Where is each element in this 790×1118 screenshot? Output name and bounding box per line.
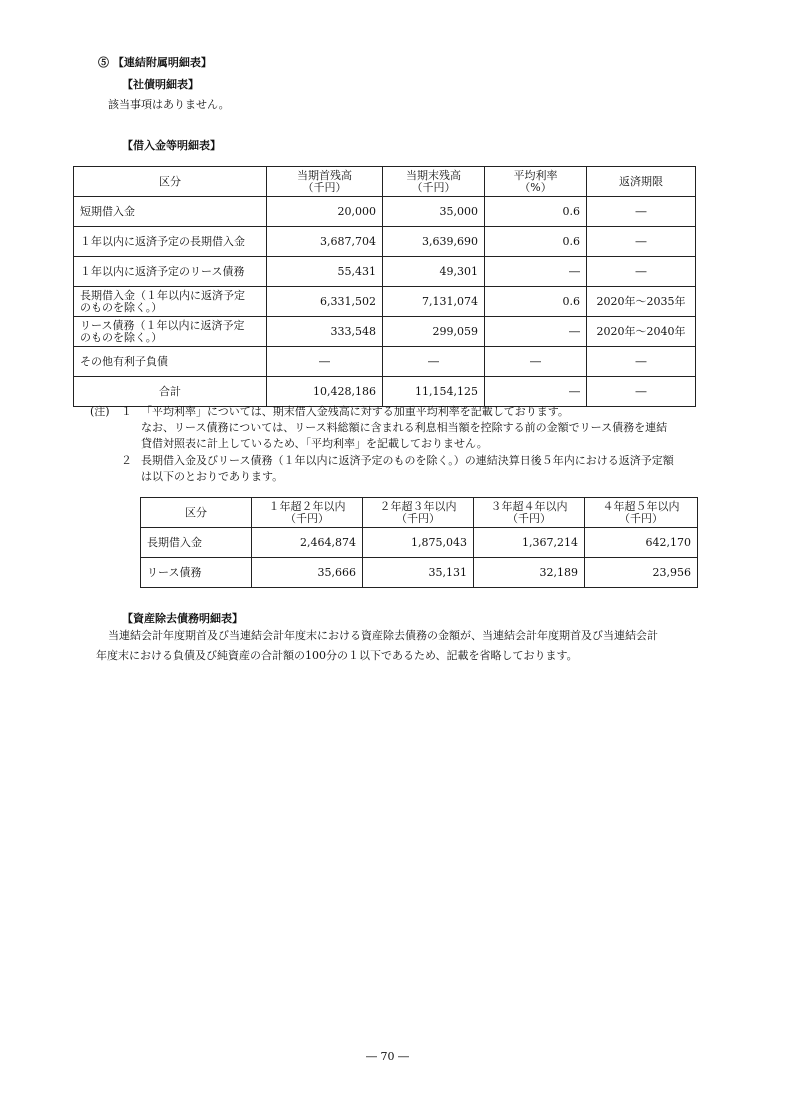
header-end: 当期末残高 （千円）	[383, 167, 485, 197]
header-2-3y: ２年超３年以内 （千円）	[363, 498, 474, 528]
aro-line-1: 当連結会計年度期首及び当連結会計年度末における資産除去債務の金額が、当連結会計年度期首及び当連結会計	[108, 629, 658, 642]
row-end: 11,154,125	[383, 377, 485, 407]
row-due: ―	[587, 197, 696, 227]
row-label: １年以内に返済予定の長期借入金	[74, 227, 267, 257]
row-begin: 10,428,186	[267, 377, 383, 407]
table-row	[141, 558, 698, 588]
row-begin: 3,687,704	[267, 227, 383, 257]
loans-title: 【借入金等明細表】	[122, 139, 221, 152]
section-heading: ⑤ 【連結附属明細表】	[98, 56, 212, 69]
row-label: 長期借入金	[141, 528, 252, 558]
row-v4: 23,956	[585, 558, 698, 588]
note-2-line-1: 長期借入金及びリース債務（１年以内に返済予定のものを除く。）の連結決算日後５年内における返済予定額	[141, 454, 674, 467]
row-due: ―	[587, 257, 696, 287]
row-begin: 20,000	[267, 197, 383, 227]
header-1-2y: １年超２年以内 （千円）	[252, 498, 363, 528]
note-1-number: １	[121, 405, 132, 418]
row-label: その他有利子負債	[74, 347, 267, 377]
header-3-4y: ３年超４年以内 （千円）	[474, 498, 585, 528]
row-v1: 2,464,874	[252, 528, 363, 558]
table-row	[74, 197, 696, 227]
row-label: 長期借入金（１年以内に返済予定 のものを除く。）	[74, 287, 267, 317]
note-1-line-2: なお、リース債務については、リース料総額に含まれる利息相当額を控除する前の金額でリース債務を連結	[141, 421, 668, 434]
table-row	[74, 287, 696, 317]
row-rate: 0.6	[485, 227, 587, 257]
row-rate: 0.6	[485, 197, 587, 227]
row-label: リース債務（１年以内に返済予定 のものを除く。）	[74, 317, 267, 347]
row-rate: ―	[485, 317, 587, 347]
row-rate: ―	[485, 377, 587, 407]
row-v2: 35,131	[363, 558, 474, 588]
row-v3: 32,189	[474, 558, 585, 588]
notes-prefix: (注)	[90, 405, 110, 418]
row-end: 35,000	[383, 197, 485, 227]
row-due: 2020年～2035年	[587, 287, 696, 317]
total-row	[74, 377, 696, 407]
note-1-line-3: 貸借対照表に計上しているため、「平均利率」を記載しておりません。	[141, 437, 488, 450]
row-begin: 6,331,502	[267, 287, 383, 317]
row-end: 3,639,690	[383, 227, 485, 257]
row-v1: 35,666	[252, 558, 363, 588]
row-begin: 55,431	[267, 257, 383, 287]
row-due: 2020年～2040年	[587, 317, 696, 347]
note-1-line-1: 「平均利率」については、期末借入金残高に対する加重平均利率を記載しております。	[141, 405, 569, 418]
row-end: 299,059	[383, 317, 485, 347]
row-v4: 642,170	[585, 528, 698, 558]
note-2-line-2: は以下のとおりであります。	[141, 470, 284, 483]
header-4-5y: ４年超５年以内 （千円）	[585, 498, 698, 528]
row-rate: 0.6	[485, 287, 587, 317]
repayment-table	[140, 497, 698, 588]
page-number: ― 70 ―	[366, 1050, 409, 1063]
bonds-text: 該当事項はありません。	[108, 98, 230, 111]
header-begin: 当期首残高 （千円）	[267, 167, 383, 197]
row-begin: ―	[267, 347, 383, 377]
row-begin: 333,548	[267, 317, 383, 347]
header-category: 区分	[74, 167, 267, 197]
table-row	[74, 227, 696, 257]
loans-table	[73, 166, 696, 407]
table-row	[141, 528, 698, 558]
table-row	[74, 347, 696, 377]
header-category: 区分	[141, 498, 252, 528]
header-due: 返済期限	[587, 167, 696, 197]
table-row	[74, 317, 696, 347]
row-label: 短期借入金	[74, 197, 267, 227]
row-rate: ―	[485, 257, 587, 287]
row-label: リース債務	[141, 558, 252, 588]
repay-header-row	[141, 498, 698, 528]
row-due: ―	[587, 227, 696, 257]
header-rate: 平均利率 （%）	[485, 167, 587, 197]
row-v2: 1,875,043	[363, 528, 474, 558]
row-end: 49,301	[383, 257, 485, 287]
row-label: １年以内に返済予定のリース債務	[74, 257, 267, 287]
table-row	[74, 257, 696, 287]
row-end: 7,131,074	[383, 287, 485, 317]
bonds-title: 【社債明細表】	[122, 78, 199, 91]
row-end: ―	[383, 347, 485, 377]
aro-title: 【資産除去債務明細表】	[122, 612, 243, 625]
loans-header-row	[74, 167, 696, 197]
row-rate: ―	[485, 347, 587, 377]
row-due: ―	[587, 377, 696, 407]
row-due: ―	[587, 347, 696, 377]
aro-line-2: 年度末における負債及び純資産の合計額の100分の１以下であるため、記載を省略しております。	[96, 649, 578, 662]
note-2-number: ２	[121, 454, 132, 467]
row-v3: 1,367,214	[474, 528, 585, 558]
row-label: 合計	[74, 377, 267, 407]
